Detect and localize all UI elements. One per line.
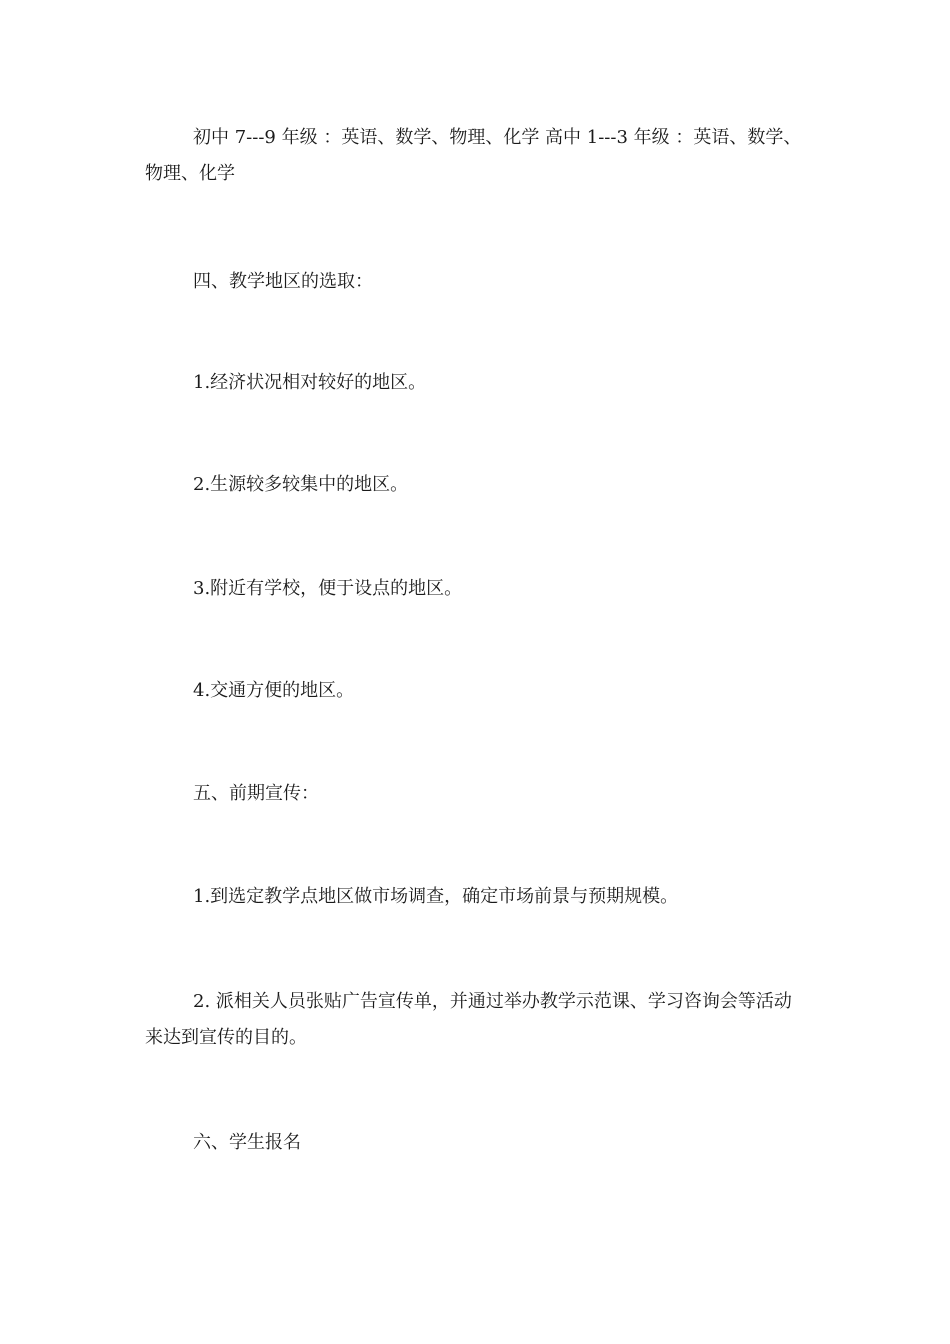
region-criterion-1: 1.经济状况相对较好的地区。 — [193, 372, 427, 393]
region-criterion-2: 2.生源较多较集中的地区。 — [193, 474, 409, 495]
promotion-item-2: 2. 派相关人员张贴广告宣传单，并通过举办教学示范课、学习咨询会等活动来达到宣传的目的。 — [145, 991, 792, 1048]
section-heading-region-selection: 四、教学地区的选取： — [193, 271, 373, 292]
promotion-item-1: 1.到选定教学点地区做市场调查，确定市场前景与预期规模。 — [193, 886, 679, 907]
section-heading-promotion: 五、前期宣传： — [193, 783, 319, 804]
section-heading-enrollment: 六、学生报名 — [193, 1132, 301, 1153]
region-criterion-4: 4.交通方便的地区。 — [193, 680, 355, 701]
region-criterion-3: 3.附近有学校，便于设点的地区。 — [193, 578, 463, 599]
grades-subjects-paragraph: 初中 7---9 年级 ：英语、数学、物理、化学 高中 1---3 年级 ：英语、数学、物理、化学 — [145, 127, 802, 184]
